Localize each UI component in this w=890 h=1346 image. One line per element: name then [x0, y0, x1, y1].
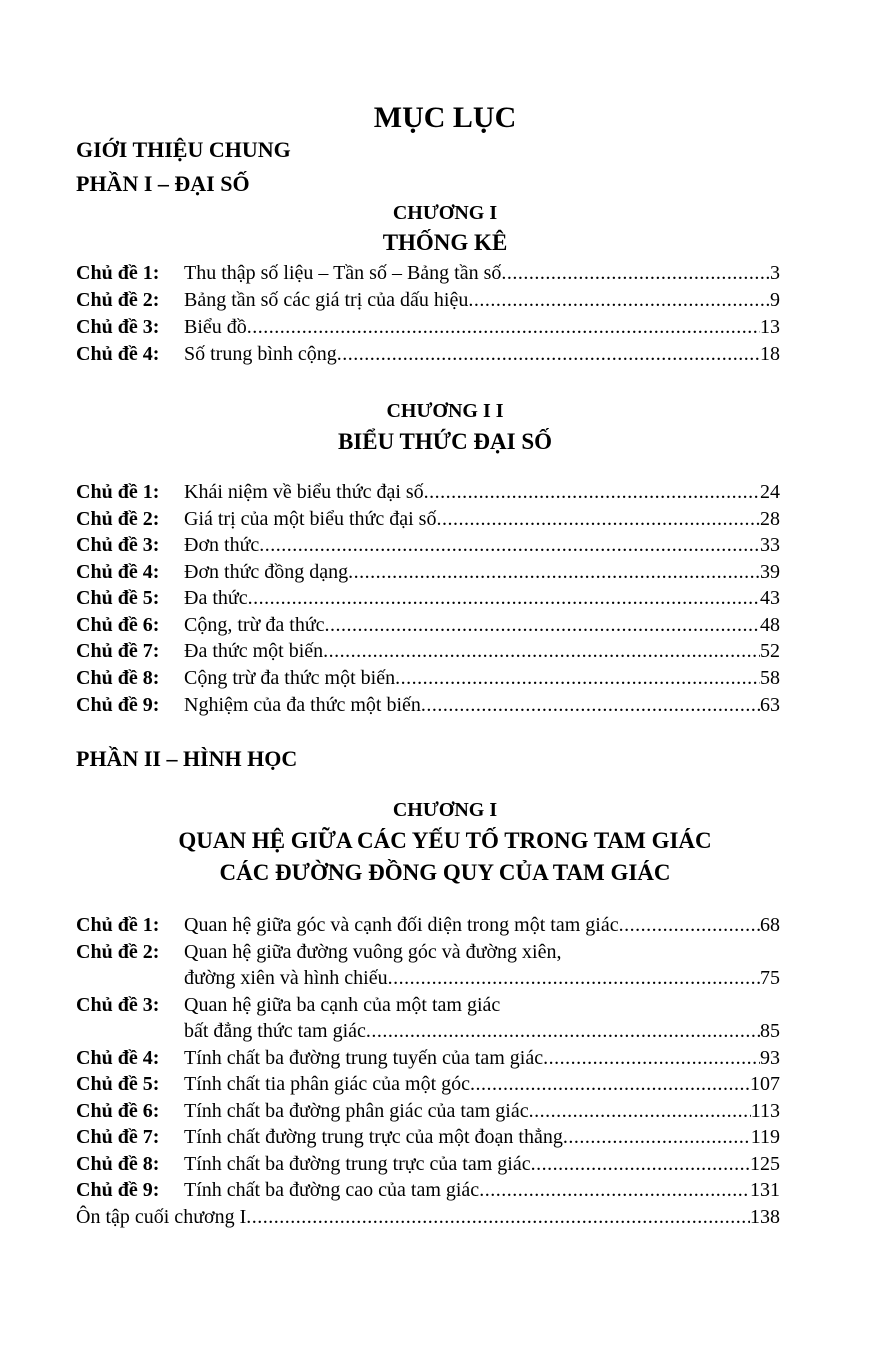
toc-entry[interactable]	[76, 1124, 780, 1151]
chapter-label: CHƯƠNG I	[392, 202, 498, 224]
entry-text: Quan hệ giữa ba cạnh của một tam giác	[184, 994, 501, 1016]
entry-label: Chủ đề 6:	[76, 614, 160, 636]
entry-page-number: 93	[760, 1047, 780, 1069]
entry-text: Quan hệ giữa góc và cạnh đối diện trong một tam giác	[184, 914, 619, 936]
toc-entry[interactable]	[76, 1177, 780, 1204]
entry-label: Chủ đề 5:	[76, 1073, 160, 1095]
page-title: MỤC LỤC	[373, 101, 517, 134]
entry-text: Tính chất ba đường phân giác của tam giác	[184, 1100, 529, 1122]
dot-leader	[424, 479, 760, 506]
part1-heading: PHẦN I – ĐẠI SỐ	[76, 171, 250, 196]
entry-label: Chủ đề 7:	[76, 1126, 160, 1148]
dot-leader	[531, 1151, 750, 1178]
toc-entry[interactable]	[76, 1071, 780, 1098]
dot-leader	[563, 1124, 751, 1151]
toc-entry[interactable]	[76, 1151, 780, 1178]
entry-page-number: 58	[760, 667, 780, 689]
entry-page-number: 75	[760, 967, 780, 989]
entry-label: Chủ đề 4:	[76, 1047, 160, 1069]
dot-leader	[337, 341, 760, 368]
toc-entry[interactable]	[76, 1098, 780, 1125]
chapter-label: CHƯƠNG I I	[386, 400, 504, 422]
entry-page-number: 43	[760, 587, 780, 609]
entry-text: Tính chất ba đường trung trực của tam giác	[184, 1153, 531, 1175]
entry-text: Biểu đồ	[184, 316, 247, 338]
entry-text: Số trung bình cộng	[184, 343, 337, 365]
entry-text: Đa thức	[184, 587, 248, 609]
part2-heading: PHẦN II – HÌNH HỌC	[76, 746, 298, 771]
entry-text: Ôn tập cuối chương I	[76, 1206, 247, 1228]
entry-text: Thu thập số liệu – Tần số – Bảng tần số	[184, 262, 502, 284]
chapter-title: THỐNG KÊ	[382, 230, 508, 255]
dot-leader	[348, 559, 760, 586]
entry-text: đường xiên và hình chiếu	[184, 967, 388, 989]
entry-page-number: 24	[760, 481, 780, 503]
entry-label: Chủ đề 9:	[76, 1179, 160, 1201]
entry-page-number: 9	[770, 289, 780, 311]
dot-leader	[323, 638, 760, 665]
toc-entry[interactable]	[76, 939, 780, 966]
toc-entry[interactable]	[76, 585, 780, 612]
entry-text: Quan hệ giữa đường vuông góc và đường xiên,	[184, 941, 562, 963]
entry-label: Chủ đề 1:	[76, 262, 160, 284]
dot-leader	[501, 260, 770, 287]
dot-leader	[479, 1177, 750, 1204]
entry-page-number: 68	[760, 914, 780, 936]
toc-entry[interactable]	[76, 506, 780, 533]
entry-page-number: 138	[750, 1206, 780, 1228]
dot-leader	[470, 1071, 750, 1098]
entry-label: Chủ đề 2:	[76, 289, 160, 311]
entry-page-number: 28	[760, 508, 780, 530]
toc-entry[interactable]	[76, 665, 780, 692]
dot-leader	[421, 692, 760, 719]
toc-entry[interactable]	[76, 287, 780, 314]
entry-label: Chủ đề 1:	[76, 481, 160, 503]
dot-leader	[388, 965, 760, 992]
toc-entry-review[interactable]	[76, 1204, 780, 1231]
entry-text: Tính chất ba đường cao của tam giác	[184, 1179, 480, 1201]
toc-entry-continuation[interactable]	[184, 965, 780, 992]
dot-leader	[529, 1098, 751, 1125]
chapter-title: BIỂU THỨC ĐẠI SỐ	[337, 429, 553, 454]
entry-page-number: 113	[750, 1100, 780, 1122]
toc-entry[interactable]	[76, 692, 780, 719]
entry-label: Chủ đề 4:	[76, 561, 160, 583]
toc-entry[interactable]	[76, 532, 780, 559]
entry-text: Cộng trừ đa thức một biến	[184, 667, 396, 689]
toc-entry[interactable]	[76, 612, 780, 639]
chapter-title-line2: CÁC ĐƯỜNG ĐỒNG QUY CỦA TAM GIÁC	[219, 860, 671, 885]
entry-page-number: 3	[770, 262, 780, 284]
entry-text: Tính chất ba đường trung tuyến của tam giác	[184, 1047, 544, 1069]
entry-text: Đa thức một biến	[184, 640, 324, 662]
entry-text: Nghiệm của đa thức một biến	[184, 694, 421, 716]
intro-heading: GIỚI THIỆU CHUNG	[76, 137, 291, 162]
entry-page-number: 39	[760, 561, 780, 583]
dot-leader	[543, 1045, 760, 1072]
entry-label: Chủ đề 3:	[76, 534, 160, 556]
dot-leader	[246, 1204, 750, 1231]
dot-leader	[436, 506, 760, 533]
entry-text: Cộng, trừ đa thức	[184, 614, 325, 636]
entry-label: Chủ đề 3:	[76, 994, 160, 1016]
dot-leader	[248, 585, 760, 612]
entry-text: Đơn thức đồng dạng	[184, 561, 349, 583]
dot-leader	[259, 532, 760, 559]
toc-entry[interactable]	[76, 992, 780, 1019]
entry-page-number: 85	[760, 1020, 780, 1042]
dot-leader	[247, 314, 760, 341]
entry-label: Chủ đề 9:	[76, 694, 160, 716]
dot-leader	[619, 912, 760, 939]
entry-label: Chủ đề 3:	[76, 316, 160, 338]
toc-entry[interactable]	[76, 638, 780, 665]
toc-entry[interactable]	[76, 559, 780, 586]
entry-text: bất đẳng thức tam giác	[184, 1020, 366, 1042]
toc-entry-continuation[interactable]	[184, 1018, 780, 1045]
entry-page-number: 107	[750, 1073, 780, 1095]
entry-text: Giá trị của một biểu thức đại số	[184, 508, 437, 530]
entry-page-number: 63	[760, 694, 780, 716]
entry-label: Chủ đề 6:	[76, 1100, 160, 1122]
toc-entry[interactable]	[76, 1045, 780, 1072]
entry-text: Tính chất tia phân giác của một góc	[184, 1073, 471, 1095]
entry-page-number: 18	[760, 343, 780, 365]
entry-text: Bảng tần số các giá trị của dấu hiệu	[184, 289, 469, 311]
entry-label: Chủ đề 2:	[76, 941, 160, 963]
entry-label: Chủ đề 4:	[76, 343, 160, 365]
entry-label: Chủ đề 8:	[76, 1153, 160, 1175]
toc-entry[interactable]	[76, 912, 780, 939]
entry-text: Đơn thức	[184, 534, 260, 556]
chapter-title-line1: QUAN HỆ GIỮA CÁC YẾU TỐ TRONG TAM GIÁC	[178, 828, 712, 853]
toc-entry[interactable]	[76, 314, 780, 341]
entry-page-number: 119	[750, 1126, 780, 1148]
dot-leader	[468, 287, 770, 314]
entry-page-number: 131	[750, 1179, 780, 1201]
dot-leader	[325, 612, 760, 639]
toc-entry[interactable]	[76, 260, 780, 287]
entry-page-number: 48	[760, 614, 780, 636]
entry-label: Chủ đề 1:	[76, 914, 160, 936]
entry-label: Chủ đề 8:	[76, 667, 160, 689]
dot-leader	[395, 665, 760, 692]
entry-label: Chủ đề 7:	[76, 640, 160, 662]
entry-page-number: 52	[760, 640, 780, 662]
entry-text: Khái niệm về biểu thức đại số	[184, 481, 424, 503]
entry-page-number: 13	[760, 316, 780, 338]
dot-leader	[366, 1018, 760, 1045]
toc-entry[interactable]	[76, 341, 780, 368]
entry-label: Chủ đề 2:	[76, 508, 160, 530]
entry-label: Chủ đề 5:	[76, 587, 160, 609]
entry-page-number: 125	[750, 1153, 780, 1175]
entry-text: Tính chất đường trung trực của một đoạn thẳng	[184, 1126, 563, 1148]
entry-page-number: 33	[760, 534, 780, 556]
chapter-label: CHƯƠNG I	[392, 799, 498, 821]
toc-entry[interactable]	[76, 479, 780, 506]
